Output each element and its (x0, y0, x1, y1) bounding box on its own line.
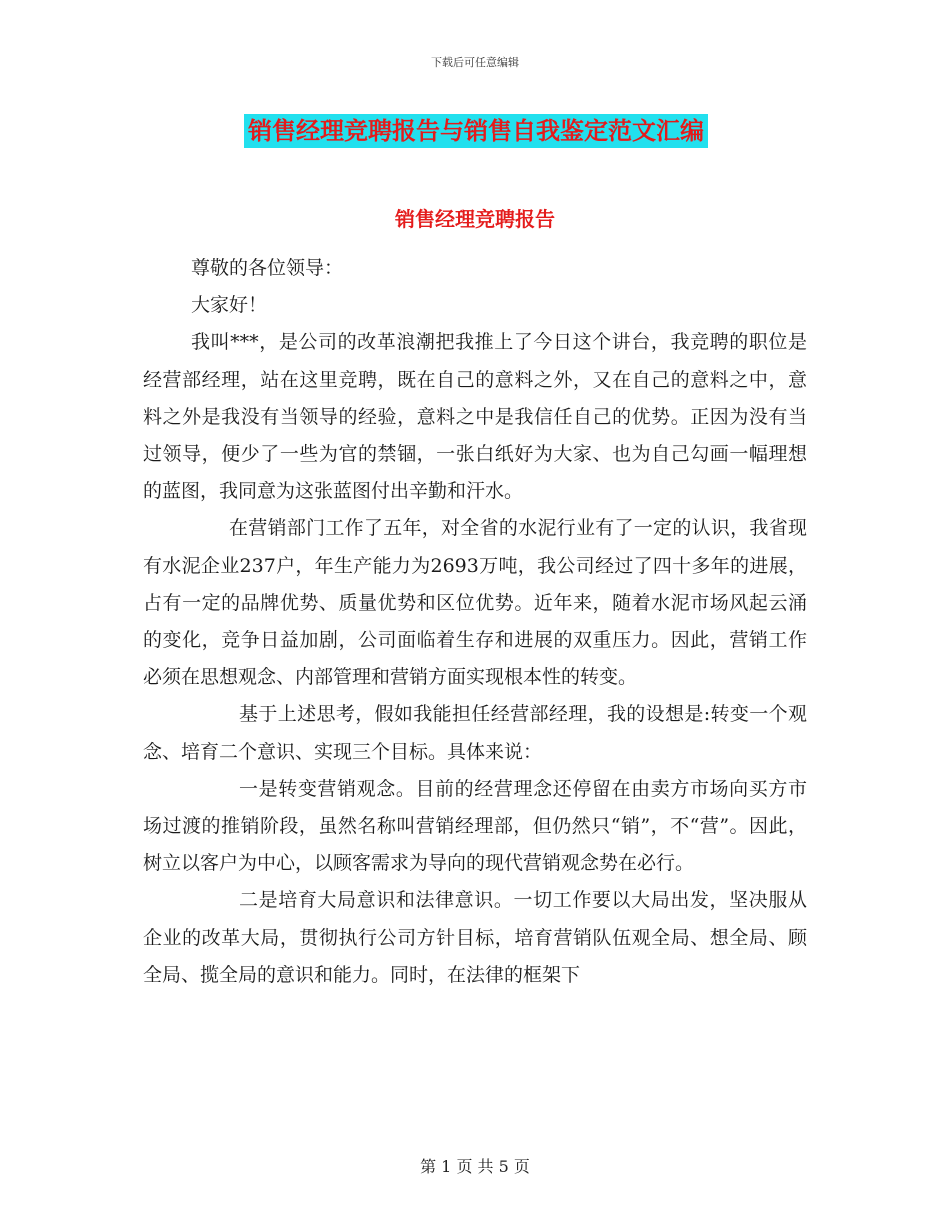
document-main-title: 销售经理竞聘报告与销售自我鉴定范文汇编 (244, 114, 708, 148)
paragraph: 在营销部门工作了五年，对全省的水泥行业有了一定的认识，我省现有水泥企业237户，年生产能力为2693万吨，我公司经过了四十多年的进展，占有一定的品牌优势、质量优势和区位优势。近年来，随着水泥市场风起云涌的变化，竞争日益加剧，公司面临着生存和进展的双重压力。因此，营销工作必须在思想观念、内部管理和营销方面实现根本性的转变。 (143, 517, 807, 689)
document-body (143, 250, 807, 994)
salutation: 尊敬的各位领导： (191, 257, 344, 279)
paragraph: 我叫***，是公司的改革浪潮把我推上了今日这个讲台，我竞聘的职位是经营部经理，站在这里竞聘，既在自己的意料之外，又在自己的意料之中，意料之外是我没有当领导的经验，意料之中是我信任自己的优势。正因为没有当过领导，便少了一些为官的禁锢，一张白纸好为大家、也为自己勾画一幅理想的蓝图，我同意为这张蓝图付出辛勤和汗水。 (143, 331, 807, 503)
paragraph: 基于上述思考，假如我能担任经营部经理，我的设想是:转变一个观念、培育二个意识、实现三个目标。具体来说： (143, 703, 807, 763)
greeting: 大家好！ (191, 294, 268, 317)
page-footer: 第 1 页 共 5 页 (420, 1157, 530, 1176)
header-note: 下载后可任意编辑 (431, 56, 519, 69)
paragraph: 二是培育大局意识和法律意识。一切工作要以大局出发，坚决服从企业的改革大局，贯彻执行公司方针目标，培育营销队伍观全局、想全局、顾全局、揽全局的意识和能力。同时，在法律的框架下 (143, 889, 807, 986)
paragraph: 一是转变营销观念。目前的经营理念还停留在由卖方市场向买方市场过渡的推销阶段，虽然名称叫营销经理部，但仍然只“销”，不“营”。因此，树立以客户为中心，以顾客需求为导向的现代营销观念势在必行。 (143, 777, 807, 875)
section-title: 销售经理竞聘报告 (395, 207, 555, 231)
